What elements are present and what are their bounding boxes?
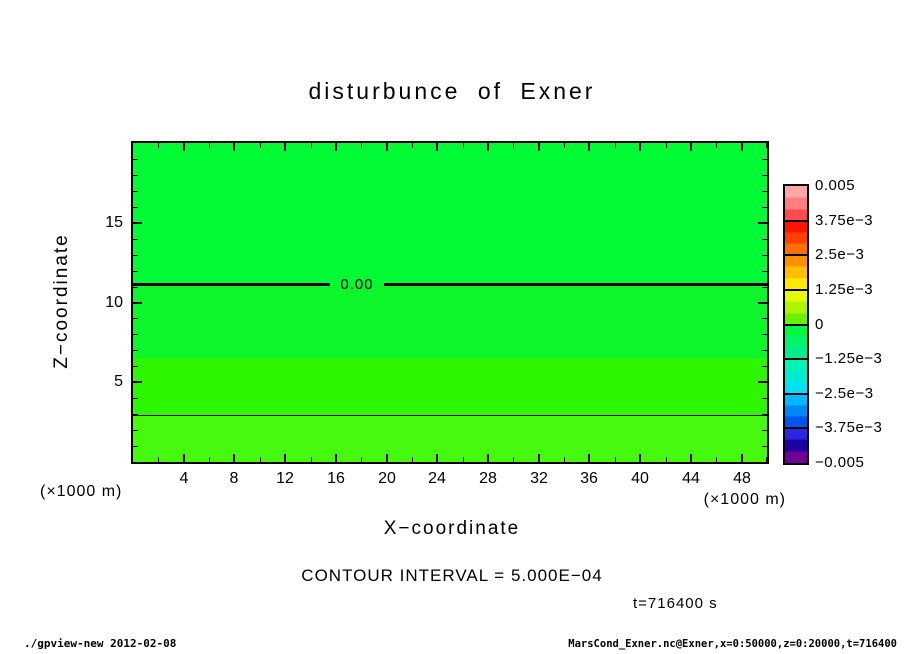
y-minor-tick — [133, 318, 138, 319]
y-minor-tick — [762, 255, 767, 256]
x-major-tick — [639, 454, 641, 462]
y-axis-unit-label: (×1000 m) — [40, 483, 123, 500]
y-minor-tick — [133, 255, 138, 256]
colorbar-tick-label: −2.5e−3 — [815, 385, 874, 402]
x-minor-tick — [361, 457, 362, 462]
colorbar-tick-label: 2.5e−3 — [815, 246, 865, 263]
x-major-tick — [487, 143, 489, 151]
x-minor-tick — [311, 457, 312, 462]
x-major-tick — [284, 454, 286, 462]
x-major-tick — [639, 143, 641, 151]
colorbar-tick-label: 0 — [815, 316, 824, 333]
y-minor-tick — [762, 334, 767, 335]
y-minor-tick — [133, 334, 138, 335]
y-minor-tick — [133, 350, 138, 351]
tone-band — [133, 143, 767, 285]
y-major-tick — [133, 302, 142, 304]
colorbar-separator — [785, 220, 807, 222]
y-minor-tick — [762, 239, 767, 240]
x-tick-label: 32 — [530, 470, 548, 487]
x-major-tick — [183, 143, 185, 151]
colorbar — [783, 184, 809, 465]
x-major-tick — [233, 454, 235, 462]
x-tick-label: 36 — [580, 470, 598, 487]
x-minor-tick — [463, 143, 464, 148]
x-tick-label: 20 — [378, 470, 396, 487]
x-major-tick — [741, 454, 743, 462]
contour-line — [133, 283, 330, 286]
contour-line — [384, 283, 767, 286]
x-major-tick — [741, 143, 743, 151]
x-minor-tick — [209, 457, 210, 462]
y-minor-tick — [762, 318, 767, 319]
x-major-tick — [183, 454, 185, 462]
y-minor-tick — [133, 191, 138, 192]
x-minor-tick — [158, 457, 159, 462]
x-minor-tick — [666, 457, 667, 462]
y-major-tick — [133, 222, 142, 224]
x-minor-tick — [564, 457, 565, 462]
y-minor-tick — [762, 271, 767, 272]
y-minor-tick — [133, 446, 138, 447]
y-minor-tick — [762, 191, 767, 192]
x-tick-label: 8 — [229, 470, 239, 487]
x-tick-label: 28 — [479, 470, 497, 487]
x-minor-tick — [260, 457, 261, 462]
y-minor-tick — [133, 175, 138, 176]
y-minor-tick — [133, 366, 138, 367]
y-minor-tick — [762, 366, 767, 367]
x-major-tick — [335, 454, 337, 462]
x-minor-tick — [260, 143, 261, 148]
x-minor-tick — [766, 457, 767, 462]
y-minor-tick — [133, 207, 138, 208]
x-major-tick — [436, 454, 438, 462]
x-minor-tick — [412, 143, 413, 148]
colorbar-cell — [785, 428, 807, 463]
y-minor-tick — [762, 414, 767, 415]
colorbar-cells — [785, 186, 807, 463]
colorbar-tick-label: 3.75e−3 — [815, 212, 874, 229]
contour-line — [133, 415, 767, 416]
y-minor-tick — [133, 159, 138, 160]
x-major-tick — [487, 454, 489, 462]
y-minor-tick — [762, 207, 767, 208]
contour-label: 0.00 — [340, 276, 374, 293]
colorbar-tick-label: −0.005 — [815, 454, 865, 471]
x-minor-tick — [615, 457, 616, 462]
x-tick-label: 4 — [179, 470, 189, 487]
y-minor-tick — [762, 175, 767, 176]
x-tick-label: 16 — [327, 470, 345, 487]
y-major-tick — [758, 381, 767, 383]
y-minor-tick — [762, 159, 767, 160]
colorbar-cell — [785, 290, 807, 325]
colorbar-separator — [785, 358, 807, 360]
y-minor-tick — [762, 287, 767, 288]
footer-command-text: ./gpview-new 2012-02-08 — [24, 637, 177, 650]
colorbar-tick-label: 1.25e−3 — [815, 281, 874, 298]
y-major-tick — [758, 302, 767, 304]
colorbar-cell — [785, 325, 807, 359]
colorbar-separator — [785, 324, 807, 326]
y-minor-tick — [133, 398, 138, 399]
contour-interval-label: CONTOUR INTERVAL = 5.000E−04 — [301, 566, 603, 585]
x-major-tick — [386, 143, 388, 151]
x-tick-label: 48 — [733, 470, 751, 487]
x-minor-tick — [513, 457, 514, 462]
colorbar-cell — [785, 394, 807, 428]
y-major-tick — [133, 381, 142, 383]
x-minor-tick — [766, 143, 767, 148]
footer-source-text: MarsCond_Exner.nc@Exner,x=0:50000,z=0:20000,t=716400 — [568, 638, 897, 650]
colorbar-cell — [785, 221, 807, 255]
colorbar-tick-label: −1.25e−3 — [815, 350, 883, 367]
chart-title: disturbunce of Exner — [308, 78, 596, 104]
x-minor-tick — [513, 143, 514, 148]
y-major-tick — [758, 222, 767, 224]
x-minor-tick — [716, 143, 717, 148]
x-major-tick — [588, 143, 590, 151]
y-axis-title: Z−coordinate — [51, 233, 72, 369]
x-axis-unit-label: (×1000 m) — [703, 491, 786, 508]
x-minor-tick — [361, 143, 362, 148]
tone-band — [133, 416, 767, 462]
y-minor-tick — [133, 430, 138, 431]
tone-band — [133, 358, 767, 416]
colorbar-cell — [785, 255, 807, 290]
x-major-tick — [436, 143, 438, 151]
colorbar-tick-label: 0.005 — [815, 177, 856, 194]
x-minor-tick — [615, 143, 616, 148]
x-minor-tick — [666, 143, 667, 148]
x-major-tick — [690, 454, 692, 462]
y-tick-label: 10 — [105, 294, 123, 311]
y-minor-tick — [133, 414, 138, 415]
colorbar-separator — [785, 289, 807, 291]
x-major-tick — [690, 143, 692, 151]
x-tick-label: 44 — [682, 470, 700, 487]
y-minor-tick — [133, 271, 138, 272]
x-axis-title: X−coordinate — [383, 518, 521, 539]
y-tick-label: 5 — [114, 373, 123, 390]
plot-area — [133, 143, 767, 462]
x-minor-tick — [716, 457, 717, 462]
y-minor-tick — [133, 287, 138, 288]
y-tick-label: 15 — [105, 214, 123, 231]
colorbar-separator — [785, 393, 807, 395]
colorbar-separator — [785, 427, 807, 429]
y-minor-tick — [762, 350, 767, 351]
x-major-tick — [233, 143, 235, 151]
x-major-tick — [284, 143, 286, 151]
x-major-tick — [538, 454, 540, 462]
x-minor-tick — [311, 143, 312, 148]
x-major-tick — [538, 143, 540, 151]
x-tick-label: 12 — [276, 470, 294, 487]
time-label: t=716400 s — [633, 595, 718, 612]
x-minor-tick — [209, 143, 210, 148]
x-tick-label: 40 — [631, 470, 649, 487]
x-major-tick — [588, 454, 590, 462]
tone-band — [133, 285, 767, 358]
colorbar-cell — [785, 186, 807, 221]
colorbar-tick-label: −3.75e−3 — [815, 419, 883, 436]
y-minor-tick — [762, 398, 767, 399]
y-minor-tick — [762, 446, 767, 447]
y-minor-tick — [133, 239, 138, 240]
y-minor-tick — [762, 430, 767, 431]
x-tick-label: 24 — [428, 470, 446, 487]
x-major-tick — [335, 143, 337, 151]
x-major-tick — [386, 454, 388, 462]
x-minor-tick — [564, 143, 565, 148]
plot-frame — [131, 141, 769, 464]
x-minor-tick — [158, 143, 159, 148]
colorbar-cell — [785, 359, 807, 394]
x-minor-tick — [463, 457, 464, 462]
x-minor-tick — [412, 457, 413, 462]
colorbar-separator — [785, 254, 807, 256]
